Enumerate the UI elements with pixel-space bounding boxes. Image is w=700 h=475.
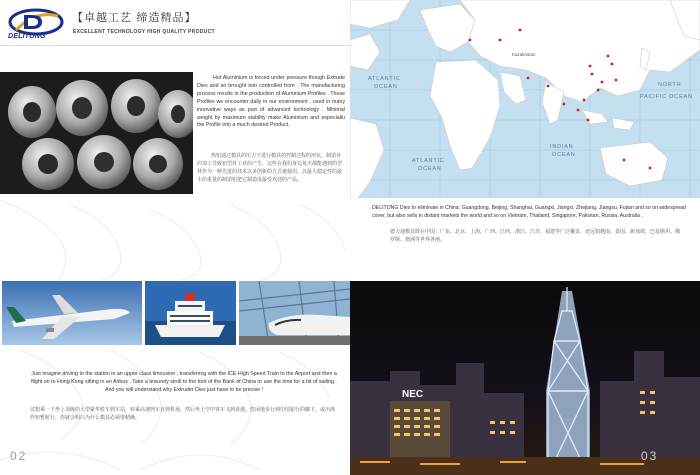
travel-chinese-text: 试想乘一下坐上顶级的大型豪华轿车到车站，转乘高速列车直到机场，然后坐上空中客车飞到香港。悠闲地步行到中国银行的脚下。或出海作短暂航行，你就会明白为什么模具必须要精确。 [30,407,336,421]
map-label-pacific: PACIFIC OCEAN [640,94,693,100]
map-label-kazakhstan: Kazakhstan [512,52,536,57]
map-label-north: NORTH [658,82,682,88]
intro-chinese-text: 热铝通过模具的压力下进行模具的控制过程的形状。制造业的加工导致铝型材工业的产生，这些在我们身边每天都能遇到的型材作为一种先进的技术以多创新的方式被使用。以最大稳定性的最小的重量的制造铝把它制造成最受欢迎的产品。 [197,153,343,183]
page-number-right: 03 [641,449,659,463]
distribution-chinese-text: 德力通模具除在中国：广东、北京、上海、广西、江西、浙江、江苏、福建等广泛覆盖，还远销越南、泰国、新加坡、巴基斯坦、俄罗斯、澳洲等世界各地。 [390,229,681,243]
header-title: 【卓越工艺 缔造精品】 [72,11,197,24]
high-speed-train-photo [239,281,350,345]
map-label-atlantic-south: ATLANTIC [412,158,445,164]
nec-sign: NEC [402,389,424,400]
map-label-ocean-north: OCEAN [374,84,398,90]
header-subtitle: EXCELLENT TECHNOLOGY HIGH QUALITY PRODUCT [73,29,215,35]
map-label-ocean-indian: OCEAN [552,152,576,158]
map-label-ocean-south: OCEAN [418,166,442,172]
airplane-photo [2,281,142,345]
distribution-english-text: DELITONG Dies to eliminate in China: Guangdong, Beijing, Shanghai, Guangxi, Jiangxi, Zhejiang, Jiangsu, Fujian and so on widespread cover, but also sells in distant markets the world and so on Vietnam, Thailand, Singapore, Pakistan, Russia, Australia , [372,205,686,219]
travel-english-text: Just imagine driving to the station in an upper class limousine , transferring with the ICE High Speed Train to the Airport and then a flight on to Hong Kong sitting in an Airbus . Take a leisurely stroll to the foot of the Bank of China or use the time for a bit of sailing . And you will understand why Extruder Dies just have to be precise ! [31,371,337,393]
brand-name: DELITONG [8,33,46,40]
header-divider [0,45,350,46]
cruise-ship-photo [145,281,236,345]
page-number-left: 02 [10,449,28,463]
right-page [350,0,700,475]
hong-kong-night-photo [350,281,700,475]
intro-english-text: Hot Aluminium is forced under pressure though Extrude Dies and so brought into controlled from . The manufacturing process results in the production of Aluminium Profiles . These Profiles we encounter daily in our environment , used in many innovative ways as part of advanced technology . Minimal weight by maximum stability make Aluminium and especiallu the Profile into a much desired Product. [197,75,345,129]
map-label-atlantic-north: ATLANTIC [368,76,401,82]
aluminium-wheels-photo [0,72,193,194]
map-labels [350,0,700,198]
map-label-indian: INDIAN [550,144,574,150]
